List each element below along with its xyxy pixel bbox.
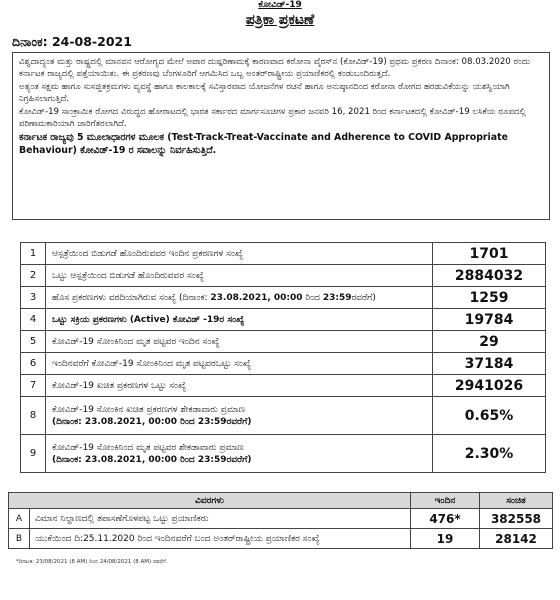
row-label: ಒಟ್ಟು ಆಸ್ಪತ್ರೆಯಿಂದ ಬಿಡುಗಡೆ ಹೊಂದಿರುವವರ ಸಂಖ್ಯೆ bbox=[46, 265, 433, 287]
top-banner: ಕೋವಿಡ್-19 bbox=[258, 0, 302, 10]
header-total: ಸಂಚಿತ bbox=[480, 493, 553, 509]
row-number: 8 bbox=[21, 397, 46, 435]
table-row bbox=[21, 331, 546, 353]
row-label: ಆಸ್ಪತ್ರೆಯಿಂದ ಬಿಡುಗಡೆ ಹೊಂದಿರುವವರ ಇಂದಿನ ಪ್ರಕರಣಗಳ ಸಂಖ್ಯೆ bbox=[46, 243, 433, 265]
row-label: ಕೋವಿಡ್-19 ಸೋಂಕಿನಿಂದ ಮೃತ ಪಟ್ಟವರ ಇಂದಿನ ಸಂಖ್ಯೆ bbox=[46, 331, 433, 353]
row-number: 1 bbox=[21, 243, 46, 265]
footnote: *ದಿನಾಂಕ: 23/08/2021 (8 AM) ರಿಂದ 24/08/2021 (8 AM) ರವರೆಗೆ. bbox=[16, 559, 168, 565]
table-header-row bbox=[9, 493, 553, 509]
row-value: 19784 bbox=[433, 309, 546, 331]
row-number: 7 bbox=[21, 375, 46, 397]
row-label: ಇಂದಿನವರೆಗೆ ಕೋವಿಡ್-19 ಸೋಂಕಿನಿಂದ ಮೃತ ಪಟ್ಟವರಒಟ್ಟು ಸಂಖ್ಯೆ bbox=[46, 353, 433, 375]
row-value: 29 bbox=[433, 331, 546, 353]
table-row bbox=[21, 397, 546, 435]
row-value: 2941026 bbox=[433, 375, 546, 397]
row-number: 5 bbox=[21, 331, 46, 353]
row-value: 2.30% bbox=[433, 435, 546, 473]
row-label: ಕೋವಿಡ್-19 ಖಚಿತ ಪ್ರಕರಣಗಳ ಒಟ್ಟು ಸಂಖ್ಯೆ bbox=[46, 375, 433, 397]
row-today: 476* bbox=[411, 509, 480, 529]
row-value: 1701 bbox=[433, 243, 546, 265]
intro-box bbox=[12, 52, 550, 220]
row-label: ಯುಕೆಯಿಂದ ದಿ:25.11.2020 ರಿಂದ ಇಂದಿನವರೆಗೆ ಬಂದ ಅಂತರ್‌ರಾಷ್ಟ್ರೀಯ ಪ್ರಯಾಣಿಕರ ಸಂಖ್ಯೆ bbox=[30, 529, 411, 549]
intro-paragraph-1: ವಿಶ್ವದಾದ್ಯಂತ ಮತ್ತು ರಾಷ್ಟ್ರದಲ್ಲಿ ಮಾನವನ ಆರೋಗ್ಯದ ಮೇಲೆ ಅಪಾರ ದುಷ್ಪರಿಣಾಮಕ್ಕೆ ಕಾರಣವಾದ ಕರೋನಾ ವೈರಸ್‌ನ (ಕೋವಿಡ್-19) ಪ್ರಥಮ ಪ್ರಕರಣ ದಿನಾಂಕ: 08.03.2020 ರಂದು ಕರ್ನಾಟಕ ರಾಜ್ಯದಲ್ಲಿ ಪತ್ತೆಯಾಯಿತು. ಈ ಪ್ರಕರಣವು ಬೆಂಗಳೂರಿಗೆ ಆಗಮಿಸಿದ ಒಬ್ಬ ಅಂತರ್‌ರಾಷ್ಟ್ರೀಯ ಪ್ರಯಾಣಿಕರಲ್ಲಿ ಕಂಡುಬಂದಿರುತ್ತದೆ. bbox=[19, 57, 531, 79]
row-value: 2884032 bbox=[433, 265, 546, 287]
row-value: 37184 bbox=[433, 353, 546, 375]
row-code: B bbox=[9, 529, 30, 549]
row-total: 382558 bbox=[480, 509, 553, 529]
table-row bbox=[21, 353, 546, 375]
header-details: ವಿವರಗಳು bbox=[9, 493, 411, 509]
row-number: 9 bbox=[21, 435, 46, 473]
row-total: 28142 bbox=[480, 529, 553, 549]
table-row bbox=[9, 529, 553, 549]
row-today: 19 bbox=[411, 529, 480, 549]
row-number: 2 bbox=[21, 265, 46, 287]
intro-paragraph-2: ಅತ್ಯಂತ ಸಕ್ಷಮ ಹಾಗೂ ಸುಸಜ್ಜಿತಕ್ರಮಗಳು ವ್ಯವಸ್ಥೆ ಹಾಗೂ ಕಾಲಕಾಲಕ್ಕೆ ಸವಿಸ್ತಾರವಾದ ಯೋಜನೆಗಳ ರಚನೆ ಹಾಗೂ ಅನುಷ್ಠಾನದಿಂದ ಕರೋನಾ ರೋಗದ ಹರಡುವಿಕೆಯನ್ನು ಯಶಸ್ವಿಯಾಗಿ ನಿಗ್ರಹಿಸಲಾಗುತ್ತಿದೆ. bbox=[19, 82, 510, 104]
row-number: 6 bbox=[21, 353, 46, 375]
table-row bbox=[21, 243, 546, 265]
row-label: ಒಟ್ಟು ಸಕ್ರಿಯ ಪ್ರಕರಣಗಳು (Active) ಕೋವಿಡ್ -19ರ ಸಂಖ್ಯೆ bbox=[46, 309, 433, 331]
page-title: ಪತ್ರಿಕಾ ಪ್ರಕಟಣೆ bbox=[245, 12, 315, 28]
row-value: 1259 bbox=[433, 287, 546, 309]
row-number: 3 bbox=[21, 287, 46, 309]
travellers-table bbox=[8, 492, 553, 549]
row-label: ವಿಮಾನ ನಿಲ್ದಾಣದಲ್ಲಿ ತಪಾಸಣೆಗೊಳಪಟ್ಟ ಒಟ್ಟು ಪ್ರಯಾಣಿಕರು bbox=[30, 509, 411, 529]
release-date: ದಿನಾಂಕ: 24-08-2021 bbox=[12, 34, 132, 49]
intro-paragraph-4: ಕರ್ನಾಟಕ ರಾಜ್ಯವು 5 ಮೂಲಾಧಾರಗಳ ಮೂಲಕ (Test-Track-Treat-Vaccinate and Adherence to COVID Appropriate Behaviour) ಕೋವಿಡ್-19 ರ ಸವಾಲನ್ನು ನಿರ್ವಹಿಸುತ್ತಿದೆ. bbox=[19, 132, 508, 156]
table-row bbox=[21, 265, 546, 287]
table-row bbox=[21, 309, 546, 331]
header-today: ಇಂದಿನ bbox=[411, 493, 480, 509]
stats-table bbox=[20, 242, 546, 473]
table-row bbox=[21, 287, 546, 309]
table-row bbox=[21, 375, 546, 397]
row-number: 4 bbox=[21, 309, 46, 331]
row-label: ಕೋವಿಡ್-19 ಸೋಂಕಿನ ಖಚಿತ ಪ್ರಕರಣಗಳ ಶೇಕಡಾವಾರು ಪ್ರಮಾಣ (ದಿನಾಂಕ: 23.08.2021, 00:00 ರಿಂದ 23:59ರವರೆಗೆ) bbox=[46, 397, 433, 435]
table-row bbox=[21, 435, 546, 473]
table-row bbox=[9, 509, 553, 529]
row-value: 0.65% bbox=[433, 397, 546, 435]
intro-paragraph-3: ಕೋವಿಡ್-19 ಸಾಂಕ್ರಾಮಿಕ ರೋಗದ ವಿರುದ್ಧದ ಹೋರಾಟದಲ್ಲಿ ಭಾರತ ಸರ್ಕಾರದ ಮಾರ್ಗಸೂಚಿಗಳ ಪ್ರಕಾರ ಜನವರಿ 16, 2021 ರಿಂದ ಕರ್ನಾಟಕದಲ್ಲಿ ಕೋವಿಡ್-19 ಲಸಿಕೆಯ ರೂಪದಲ್ಲಿ ಪರಿಣಾಮಕಾರಿಯಾಗಿ ಜಾರಿಗೆತರಲಾಗಿದೆ. bbox=[19, 107, 527, 129]
row-code: A bbox=[9, 509, 30, 529]
row-label: ಹೊಸ ಪ್ರಕರಣಗಳು ವರದಿಯಾಗಿರುವ ಸಂಖ್ಯೆ (ದಿನಾಂಕ: 23.08.2021, 00:00 ರಿಂದ 23:59ರವರೆಗೆ) bbox=[46, 287, 433, 309]
row-label: ಕೋವಿಡ್-19 ಸೋಂಕಿನಿಂದ ಮೃತ ಪಟ್ಟವರ ಶೇಕಡಾವಾರು ಪ್ರಮಾಣ (ದಿನಾಂಕ: 23.08.2021, 00:00 ರಿಂದ 23:59ರವರೆಗೆ) bbox=[46, 435, 433, 473]
